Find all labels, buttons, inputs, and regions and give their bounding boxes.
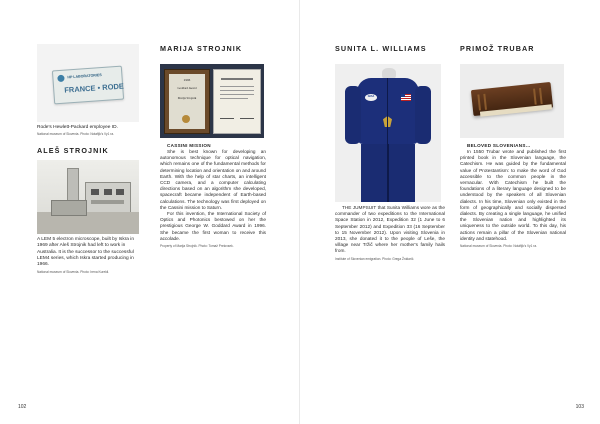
award-plaque [164, 69, 210, 134]
catechism-book-photo [460, 64, 564, 138]
heading-ales-strojnik: ALEŠ STROJNIK [37, 146, 109, 155]
jumpsuit-left-sleeve [345, 86, 361, 144]
hp-badge-caption: Rode's Hewlett-Packard employee ID. [37, 125, 118, 130]
microscope-base [51, 200, 87, 216]
marija-body [160, 149, 266, 242]
heading-primoz-trubar: PRIMOŽ TRUBAR [460, 44, 535, 53]
badge-company: HP LABORATORIES [67, 73, 102, 80]
hp-logo-icon [57, 75, 64, 82]
ales-caption: A LEM 5 electron microscope, built by Iskra in 1969 after Aleš Strojnik had left to work in Australia. It is the successor to the successful LEM4 series, which Iskra started producing in 1966. [37, 237, 135, 268]
beloved-section-label: BELOVED SLOVENIANS… [467, 143, 531, 148]
nasa-patch: NASA [365, 94, 377, 101]
primoz-credit: National museum of Slovenia. Photo: Notáfijk's Vy1 ra. [460, 244, 538, 249]
flag-patch [401, 94, 411, 101]
page-number-left: 102 [18, 404, 27, 410]
jumpsuit-photo [335, 64, 441, 202]
heading-marija-strojnik: MARIJA STROJNIK [160, 44, 243, 53]
marija-paragraph: She is best known for developing an autonomous technique for optical navigation, which remains one of the fundamental methods for determining location and orientation on and around Earth. With the help of star charts, an intelligent CCD camera, and a computer calculating directions based on an algorithm she developed, spacecraft became independent of Earth-based calculations. The technology was first deployed on the Cassini mission to Saturn. [160, 149, 266, 210]
award-recipient: Marija Strojnik [177, 96, 197, 100]
microscope-console [85, 182, 131, 214]
ales-credit: National museum of Slovenia. Photo: Irena Kurekli. [37, 270, 110, 275]
marija-credit: Property of Marija Strojnik. Photo: Tomaž Prelovsek. [160, 244, 234, 249]
sunita-caption: THE JUMPSUIT that Sunita Williams wore as the commander of two expeditions to the International Space Station in 2012, Expedition 32 (1 June to 6 September 2012) and Expedition 33 (16 September to 15 November 2012). Upon visiting Slovenia in 2013, she donated it to the people of Leše, the village near Tržič where her mother's family hails from. [335, 205, 445, 254]
marija-paragraph: For this invention, the International Society of Optics and Photonics bestowed on her the prestigious George W. Goddard Award in 1996. She became the first woman to receive this accolade. [160, 211, 266, 241]
hp-badge-photo [37, 44, 139, 122]
jumpsuit-zipper [387, 78, 388, 144]
right-page [300, 0, 600, 424]
page-number-right: 103 [575, 404, 584, 410]
sunita-credit: Institute of Slovenian emigration. Photo: Grega Žnidarič. [335, 256, 415, 261]
cassini-section-label: CASSINI MISSION [167, 143, 211, 148]
microscope-column [67, 168, 79, 204]
jumpsuit-torso [357, 78, 419, 144]
award-year: 1996 [183, 78, 191, 82]
primoz-body: In 1550 Trubar wrote and published the first printed book in the Slovenian language, the Catechism. He was guided by the fundamental value of Protestantism: to make the word of God accessible to the common people in the vernacular. With Catechism he built the foundations of a literary language designed to be understood by the speakers of all Slovenian dialects. In his time, Slovenian only existed in the form of geographically and socially dispersed dialects. By creating a single language, he unified the Slovenian nation and highlighted its uniqueness to the outside world. To this day, his actions remain a pillar of the Slovenian national identity and statehood. [460, 149, 566, 241]
award-certificate [213, 69, 261, 134]
award-seal-icon [182, 115, 190, 123]
jumpsuit-right-sleeve [415, 86, 431, 144]
badge-name: FRANCE • RODE [63, 81, 125, 95]
goddard-award-photo [160, 64, 264, 138]
award-title: Goddard Award [177, 86, 197, 90]
jumpsuit-legs [361, 144, 415, 202]
heading-sunita-williams: SUNITA L. WILLIAMS [335, 44, 427, 53]
electron-microscope-photo [37, 160, 139, 234]
hp-badge-credit: National museum of Slovenia. Photo: Notafijk's Vy1 ra. [37, 132, 115, 136]
hp-badge [52, 66, 124, 105]
